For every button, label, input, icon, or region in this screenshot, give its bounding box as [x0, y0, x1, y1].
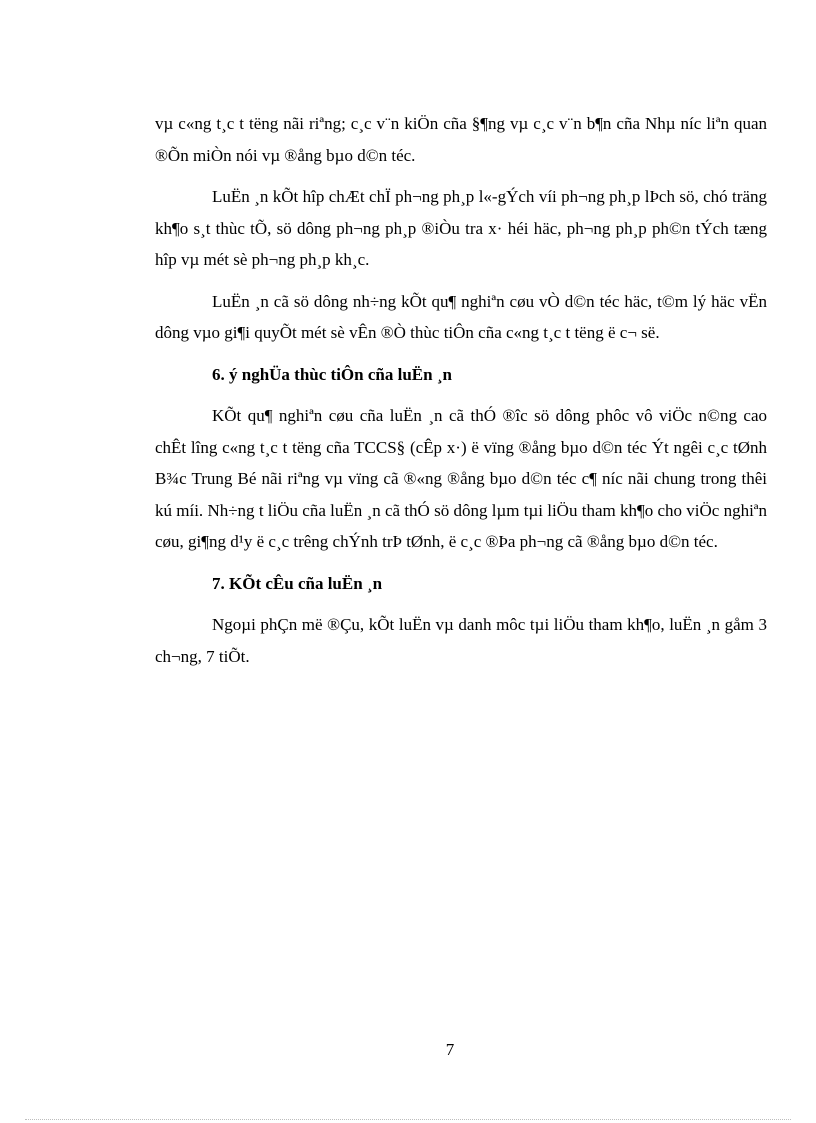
section-heading-structure: 7. KÕt cÊu cña luËn ¸n	[212, 573, 383, 593]
paragraph-practical-significance: KÕt qu¶ nghiªn cøu cña luËn ¸n cã thÓ ®îc sö dông phôc vô viÖc n©ng cao chÊt lîng c«ng t¸c t tëng cña TCCS§ (cÊp x·) ë vïng ®ång bµo d©n téc Ýt ngêi c¸c tØnh B¾c Trung Bé nãi riªng vµ vïng cã ®«ng ®ång bµo d©n téc c¶ níc nãi chung trong thêi kú míi. Nh÷ng t liÖu cña luËn ¸n cã thÓ sö dông lµm tµi liÖu tham kh¶o cho viÖc nghiªn cøu, gi¶ng d¹y ë c¸c trêng chÝnh trÞ tØnh, ë c¸c ®Þa ph¬ng cã ®ång bµo d©n téc.	[155, 406, 767, 551]
body-text	[155, 108, 767, 682]
page-number: 7	[445, 1040, 455, 1059]
page-bottom-divider	[25, 1119, 791, 1120]
paragraph-structure: Ngoµi phÇn më ®Çu, kÕt luËn vµ danh môc tµi liÖu tham kh¶o, luËn ¸n gåm 3 ch¬ng, 7 tiÕt.	[155, 615, 767, 666]
paragraph-research-results: LuËn ¸n cã sö dông nh÷ng kÕt qu¶ nghiªn cøu vÒ d©n téc häc, t©m lý häc vËn dông vµo gi¶i quyÕt mét sè vÊn ®Ò thùc tiÔn cña c«ng t¸c t tëng ë c¬ së.	[155, 291, 767, 342]
paragraph-sources-continued: vµ c«ng t¸c t tëng nãi riªng; c¸c v¨n kiÖn cña §¶ng vµ c¸c v¨n b¶n cña Nhµ níc liªn quan ®Õn miÒn nói vµ ®ång bµo d©n téc.	[155, 114, 767, 165]
paragraph-methodology: LuËn ¸n kÕt hîp chÆt chÏ ph¬ng ph¸p l«-gÝch víi ph¬ng ph¸p lÞch sö, chó träng kh¶o s¸t thùc tÕ, sö dông ph¬ng ph¸p ®iÒu tra x· héi häc, ph¬ng ph¸p ph©n tÝch tæng hîp vµ mét sè ph¬ng ph¸p kh¸c.	[155, 187, 767, 269]
section-heading-practical-significance: 6. ý nghÜa thùc tiÔn cña luËn ¸n	[212, 364, 452, 384]
